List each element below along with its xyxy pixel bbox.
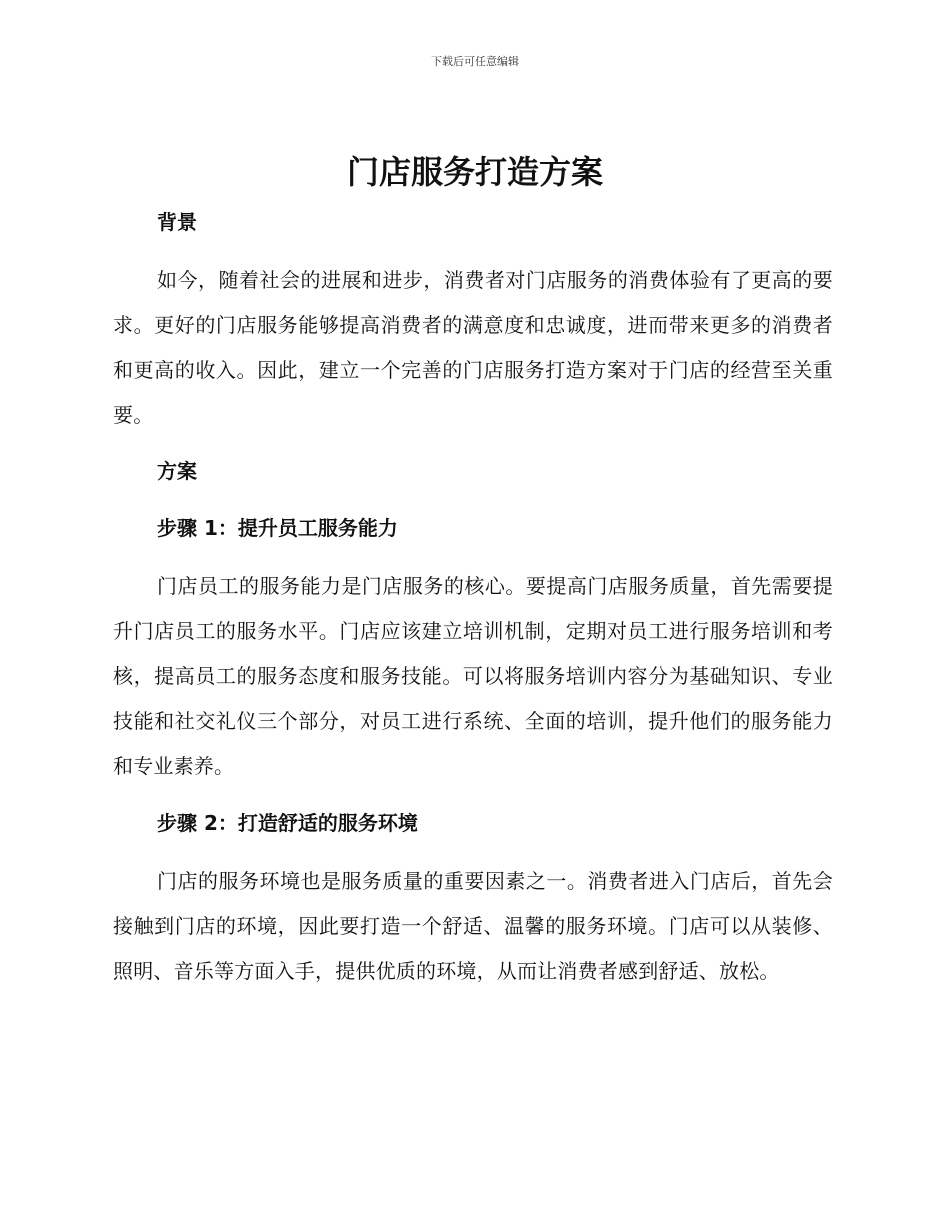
background-heading: 背景 xyxy=(157,210,197,234)
step1-heading: 步骤 1：提升员工服务能力 xyxy=(157,516,398,540)
document-title: 门店服务打造方案 xyxy=(346,153,603,191)
step2-paragraph: 门店的服务环境也是服务质量的重要因素之一。消费者进入门店后，首先会接触到门店的环境，因此要打造一个舒适、温馨的服务环境。门店可以从装修、照明、音乐等方面入手，提供优质的环境，从而让消费者感到舒适、放松。 xyxy=(113,869,833,983)
header-note: 下载后可任意编辑 xyxy=(431,55,519,68)
plan-heading: 方案 xyxy=(157,459,197,483)
step1-paragraph: 门店员工的服务能力是门店服务的核心。要提高门店服务质量，首先需要提升门店员工的服务水平。门店应该建立培训机制，定期对员工进行服务培训和考核，提高员工的服务态度和服务技能。可以将服务培训内容分为基础知识、专业技能和社交礼仪三个部分，对员工进行系统、全面的培训，提升他们的服务能力和专业素养。 xyxy=(113,574,833,778)
step2-heading: 步骤 2：打造舒适的服务环境 xyxy=(157,811,418,835)
background-paragraph: 如今，随着社会的进展和进步，消费者对门店服务的消费体验有了更高的要求。更好的门店服务能够提高消费者的满意度和忠诚度，进而带来更多的消费者和更高的收入。因此，建立一个完善的门店服务打造方案对于门店的经营至关重要。 xyxy=(113,268,833,427)
